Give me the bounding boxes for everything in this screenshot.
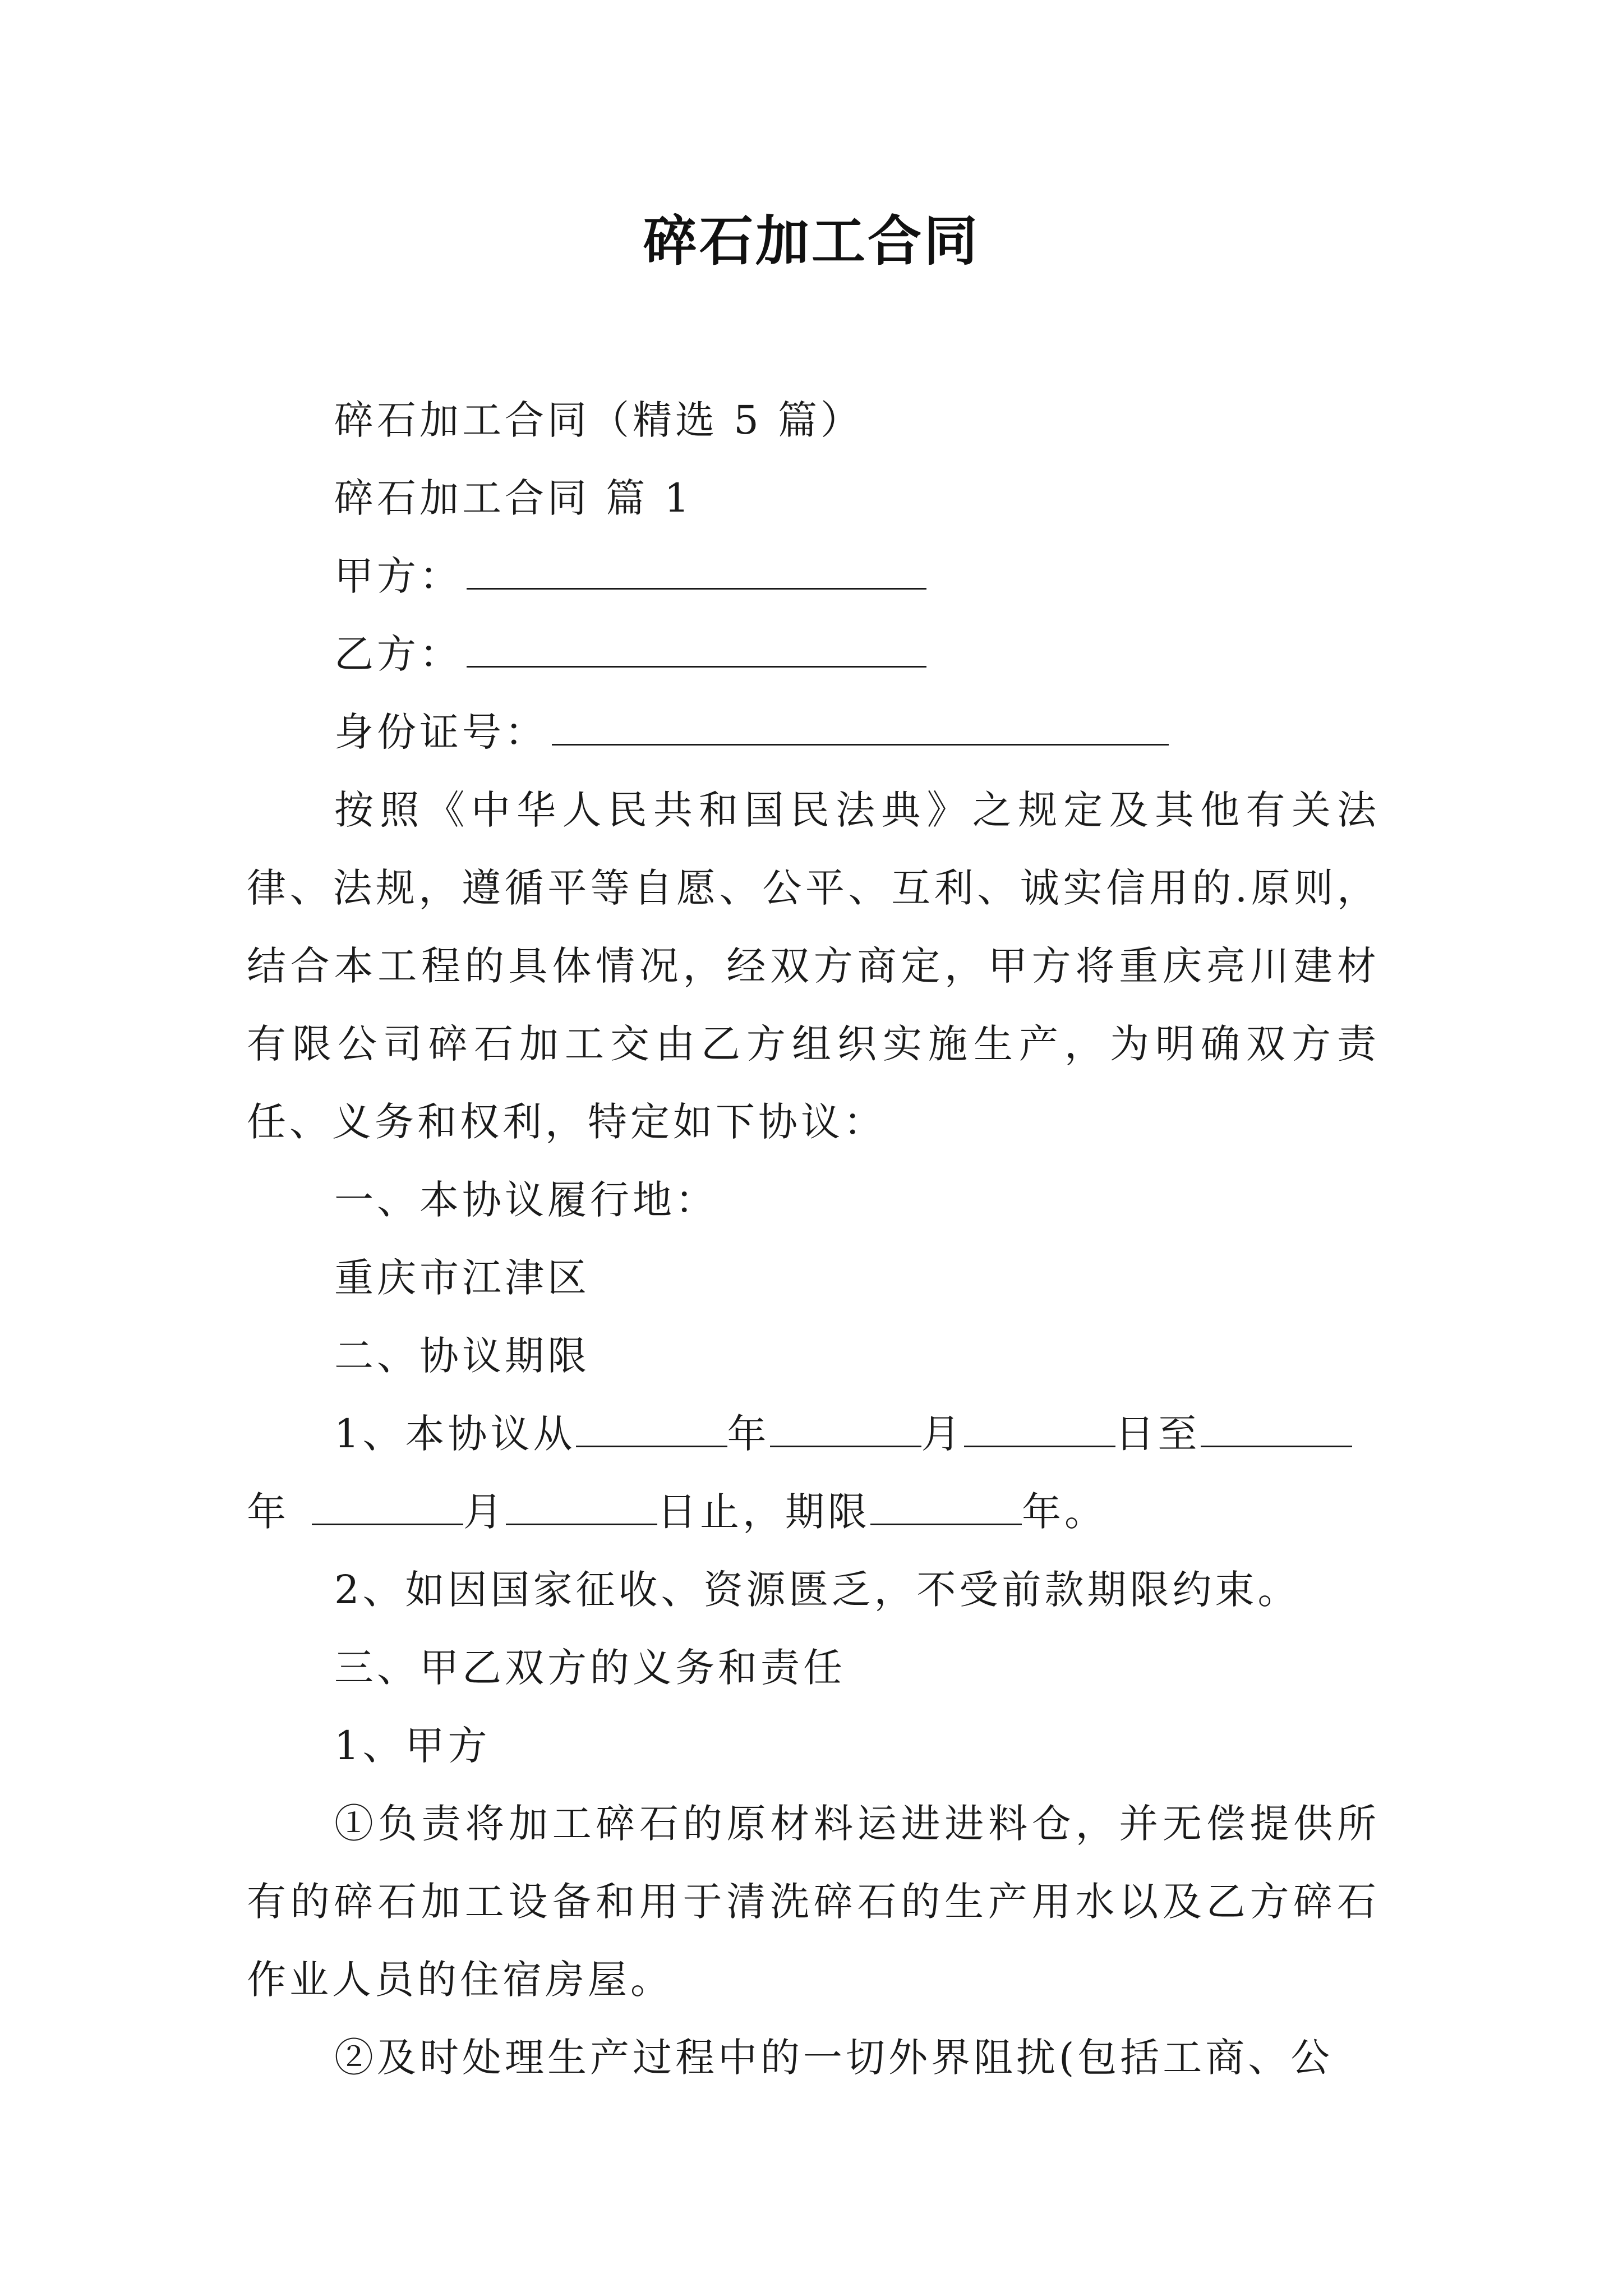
end-month-blank (312, 1489, 463, 1525)
party-b-line (247, 615, 1380, 693)
clause-1-location: 重庆市江津区 (334, 1255, 590, 1301)
term-years-blank (870, 1489, 1022, 1525)
party-a-blank (467, 553, 926, 590)
id-number-label: 身份证号： (334, 709, 547, 755)
clause-3-item-2: ②及时处理生产过程中的一切外界阻扰(包括工商、公 (334, 2035, 1334, 2081)
start-year-blank (576, 1411, 727, 1447)
start-day-blank (964, 1411, 1115, 1447)
document-body (247, 381, 1380, 2097)
end-day-blank (506, 1489, 657, 1525)
id-number-blank (552, 709, 1169, 746)
clause-3-party-a: 1、甲方 (334, 1723, 491, 1769)
clause-2-item-2: 2、如因国家征收、资源匮乏，不受前款期限约束。 (334, 1567, 1301, 1613)
clause-3-heading: 三、甲乙双方的义务和责任 (334, 1645, 846, 1691)
term-month-label: 月 (921, 1411, 964, 1457)
party-b-label: 乙方： (334, 631, 462, 677)
term-year-suffix: 年。 (1022, 1489, 1107, 1535)
term-month2-label: 月 (463, 1489, 506, 1535)
clause-2-heading: 二、协议期限 (334, 1333, 590, 1379)
intro-paragraph: 按照《中华人民共和国民法典》之规定及其他有关法律、法规，遵循平等自愿、公平、互利、诚实信用的.原则，结合本工程的具体情况，经双方商定，甲方将重庆亮川建材有限公司碎石加工交由乙方组织实施生产，为明确双方责任、义务和权利，特定如下协议： (247, 787, 1380, 1145)
document-subtitle: 碎石加工合同（精选 5 篇） (334, 397, 864, 443)
term-year2-label: 年 (247, 1489, 289, 1535)
clause-1-heading: 一、本协议履行地： (334, 1177, 718, 1223)
party-a-line (247, 537, 1380, 615)
clause-3-item-1: ①负责将加工碎石的原材料运进进料仓，并无偿提供所有的碎石加工设备和用于清洗碎石的生产用水以及乙方碎石作业人员的住宿房屋。 (247, 1801, 1380, 2003)
clause-2-item-1-continued (247, 1473, 1380, 1551)
term-day-end-label: 日止，期限 (657, 1489, 870, 1535)
start-month-blank (770, 1411, 921, 1447)
party-a-label: 甲方： (334, 553, 462, 599)
section-heading: 碎石加工合同 篇 1 (334, 475, 693, 521)
term-prefix: 1、本协议从 (334, 1411, 576, 1457)
document-title: 碎石加工合同 (643, 210, 980, 273)
end-year-blank (1201, 1411, 1352, 1447)
id-number-line (247, 693, 1380, 771)
clause-2-item-1 (247, 1395, 1380, 1473)
term-year-label: 年 (727, 1411, 770, 1457)
term-day-to-label: 日至 (1115, 1411, 1201, 1457)
party-b-blank (467, 631, 926, 668)
